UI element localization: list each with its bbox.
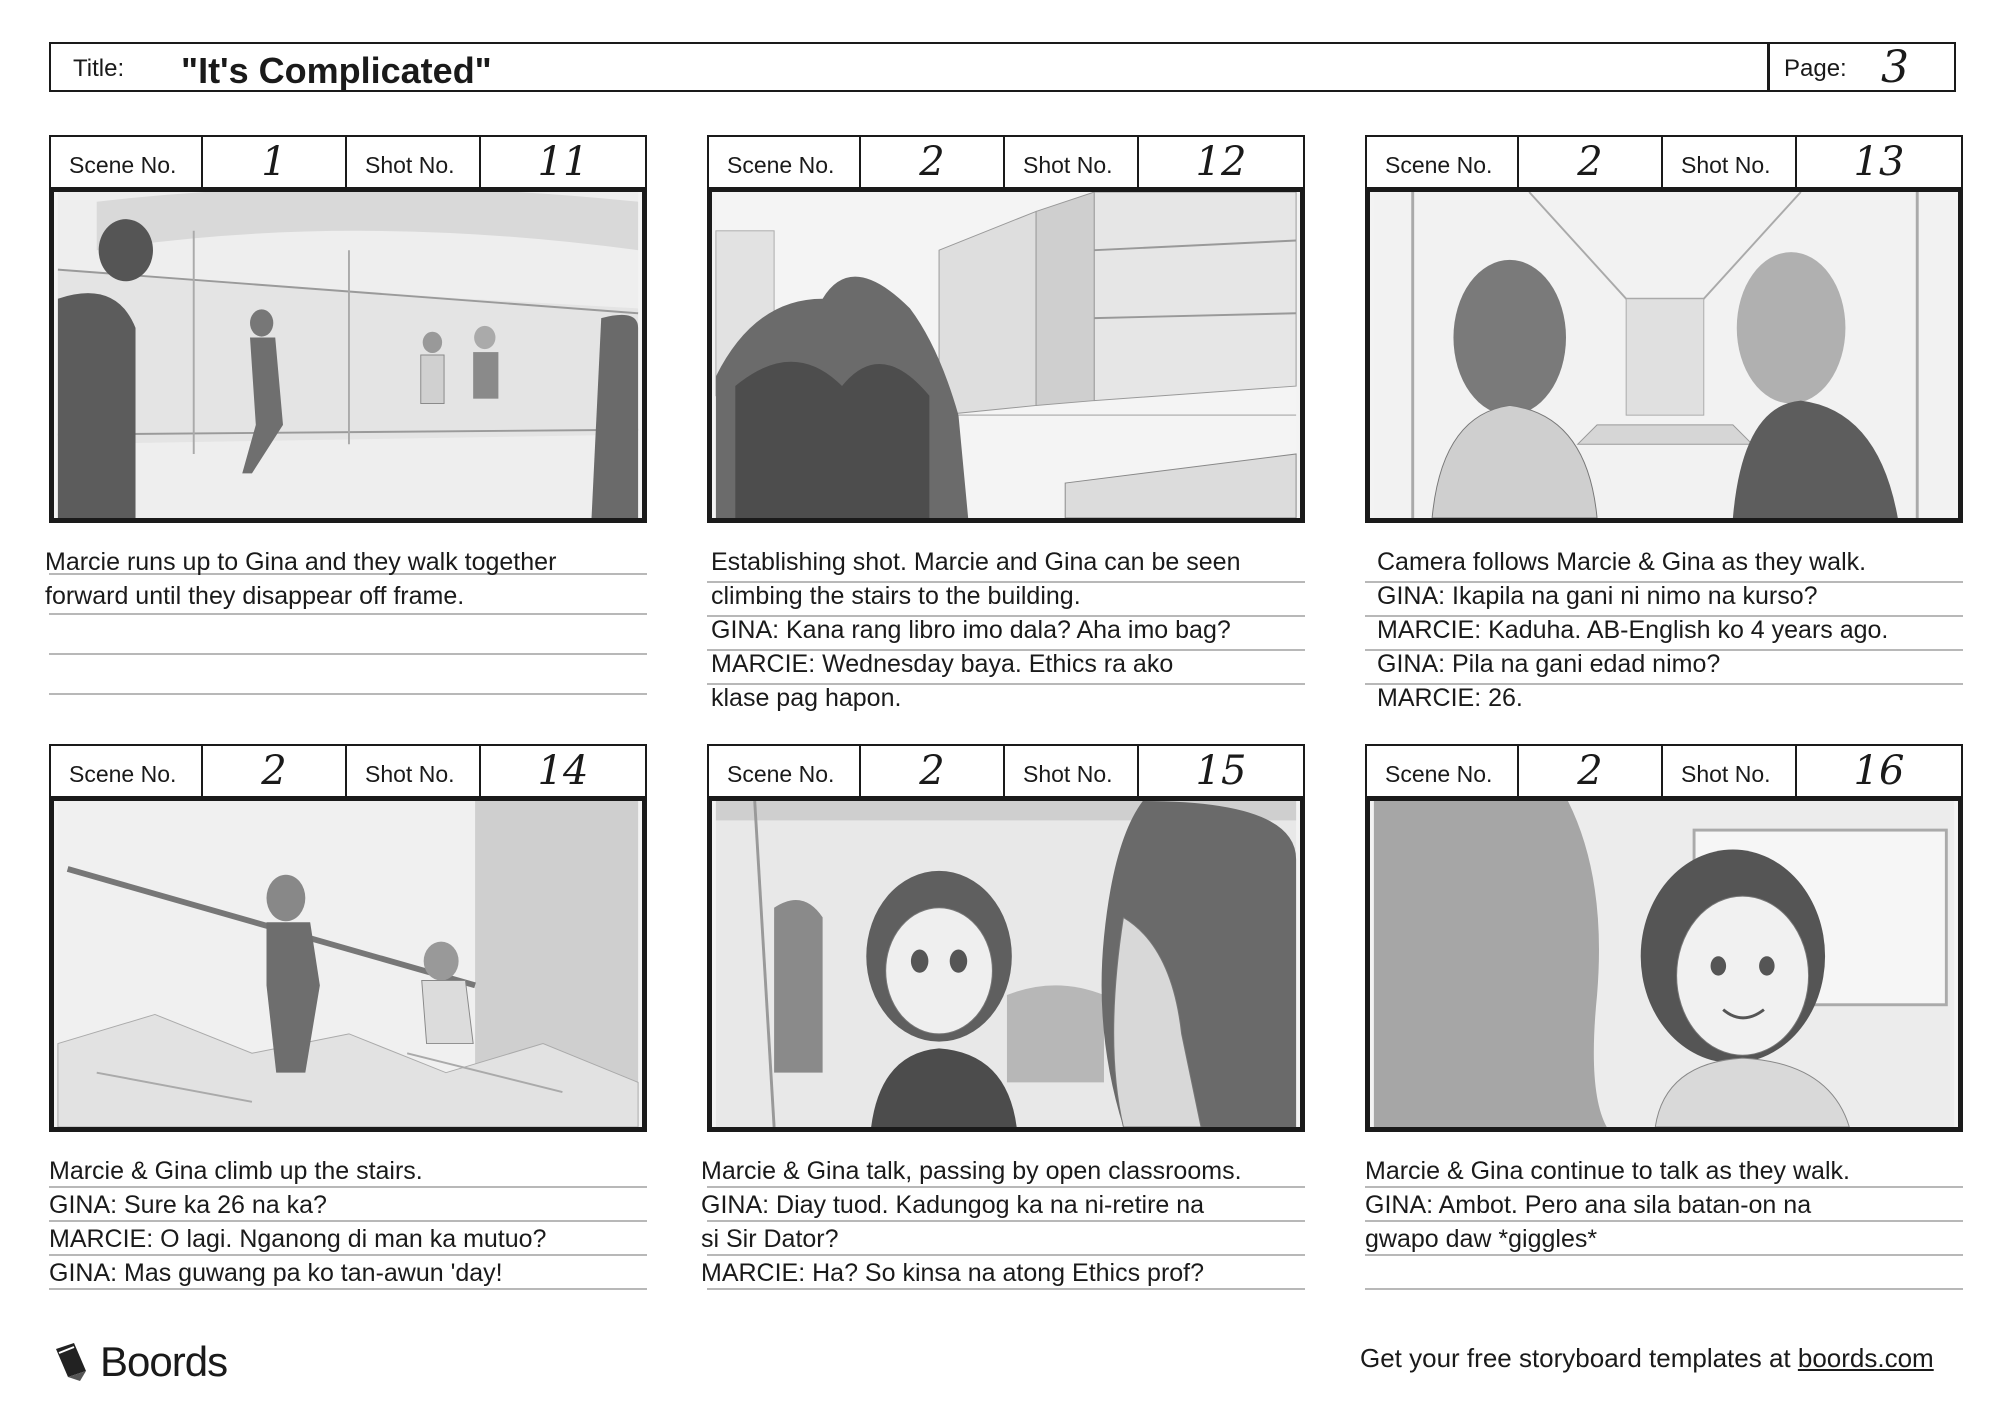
shot-label: Shot No. [347,746,481,796]
caption-line: si Sir Dator? [701,1225,839,1253]
caption-line: GINA: Mas guwang pa ko tan-awun 'day! [49,1259,503,1287]
sketch-close-up-conversation [712,801,1300,1127]
scene-label: Scene No. [1367,746,1519,796]
caption-line: Marcie & Gina talk, passing by open classrooms. [701,1157,1242,1185]
scene-number-cell [861,746,1005,796]
scene-number: 2 [261,748,287,794]
sketch-school-building [712,192,1300,518]
scene-label: Scene No. [709,137,861,187]
shot-number: 15 [1195,748,1247,794]
sketch-frame [49,187,647,523]
caption-rule [1365,1288,1963,1290]
shot-number: 13 [1853,139,1905,185]
sketch-frame [1365,796,1963,1132]
pencil-icon [50,1341,90,1383]
caption-line: Marcie & Gina climb up the stairs. [49,1157,423,1185]
sketch-climbing-stairs [54,801,642,1127]
shot-label: Shot No. [1005,137,1139,187]
caption-line: MARCIE: Ha? So kinsa na atong Ethics prof? [701,1259,1205,1287]
caption-line: GINA: Sure ka 26 na ka? [49,1191,327,1219]
panel-1 [45,135,647,695]
shot-number-cell [1797,746,1961,796]
boords-link[interactable]: boords.com [1797,1343,1934,1373]
caption-line: climbing the stairs to the building. [711,582,1081,610]
panel-4 [49,744,647,1304]
sketch-mall-walkway [54,192,642,518]
panel-header [49,135,647,187]
scene-number: 2 [1577,748,1603,794]
shot-description [45,545,647,695]
shot-description [701,1154,1305,1304]
caption-line: MARCIE: Wednesday baya. Ethics ra ako [711,650,1174,678]
panel-5 [701,744,1305,1304]
caption-line: GINA: Pila na gani edad nimo? [1377,650,1721,678]
sketch-frame [707,796,1305,1132]
sketch-frame [707,187,1305,523]
shot-number: 11 [537,139,589,185]
scene-label: Scene No. [1367,137,1519,187]
shot-number-cell [481,746,645,796]
shot-label: Shot No. [1663,137,1797,187]
caption-line: Marcie & Gina continue to talk as they walk. [1365,1157,1850,1185]
shot-description [1365,545,1963,712]
boords-logo [50,1338,227,1386]
scene-number-cell [1519,137,1663,187]
caption-line: Establishing shot. Marcie and Gina can be seen [711,548,1241,576]
scene-label: Scene No. [51,137,203,187]
shot-number-cell [481,137,645,187]
page-number: 3 [1881,42,1909,93]
scene-number: 1 [261,139,287,185]
caption-line: MARCIE: Kaduha. AB-English ko 4 years ago. [1377,616,1889,644]
scene-number-cell [203,746,347,796]
scene-number-cell [1519,746,1663,796]
shot-number-cell [1139,746,1303,796]
shot-number-cell [1797,137,1961,187]
shot-description [49,1154,647,1304]
scene-number: 2 [919,139,945,185]
promo-label: Get your free storyboard templates at [1360,1343,1798,1373]
sketch-frame [1365,187,1963,523]
shot-number-cell [1139,137,1303,187]
panel-header [707,744,1305,796]
panel-2 [707,135,1305,712]
sketch-two-girls-hallway [1370,192,1958,518]
sketch-gina-smiling [1370,801,1958,1127]
panel-3 [1365,135,1963,712]
scene-number: 2 [1577,139,1603,185]
caption-rule [49,613,647,615]
shot-description [707,545,1305,712]
panel-6 [1365,744,1963,1304]
caption-line: Marcie runs up to Gina and they walk together [45,548,557,576]
caption-rule [49,653,647,655]
panel-header [1365,135,1963,187]
scene-number-cell [861,137,1005,187]
promo-text [1360,1343,1934,1374]
shot-number: 12 [1195,139,1247,185]
title-bar [49,42,1956,92]
shot-label: Shot No. [347,137,481,187]
sketch-frame [49,796,647,1132]
scene-number: 2 [919,748,945,794]
panel-header [49,744,647,796]
shot-label: Shot No. [1005,746,1139,796]
caption-line: MARCIE: 26. [1377,684,1523,712]
panel-header [707,135,1305,187]
scene-label: Scene No. [51,746,203,796]
scene-number-cell [203,137,347,187]
shot-number: 14 [537,748,589,794]
title-divider [1767,44,1770,90]
title-label: Title: [73,55,125,82]
shot-description [1365,1154,1963,1304]
caption-line: GINA: Kana rang libro imo dala? Aha imo bag? [711,616,1231,644]
page-label: Page: [1784,55,1847,82]
caption-line: GINA: Diay tuod. Kadungog ka na ni-retire na [701,1191,1205,1219]
shot-label: Shot No. [1663,746,1797,796]
caption-rule [49,693,647,695]
caption-line: gwapo daw *giggles* [1365,1225,1598,1253]
shot-number: 16 [1853,748,1905,794]
caption-line: MARCIE: O lagi. Nganong di man ka mutuo? [49,1225,547,1253]
caption-line: klase pag hapon. [711,684,902,712]
logo-wordmark: Boords [100,1338,228,1385]
storyboard-title: "It's Complicated" [181,50,492,91]
caption-line: GINA: Ikapila na gani ni nimo na kurso? [1377,582,1818,610]
panel-header [1365,744,1963,796]
caption-line: GINA: Ambot. Pero ana sila batan-on na [1365,1191,1812,1219]
caption-line: forward until they disappear off frame. [45,582,465,610]
scene-label: Scene No. [709,746,861,796]
caption-line: Camera follows Marcie & Gina as they walk. [1377,548,1867,576]
